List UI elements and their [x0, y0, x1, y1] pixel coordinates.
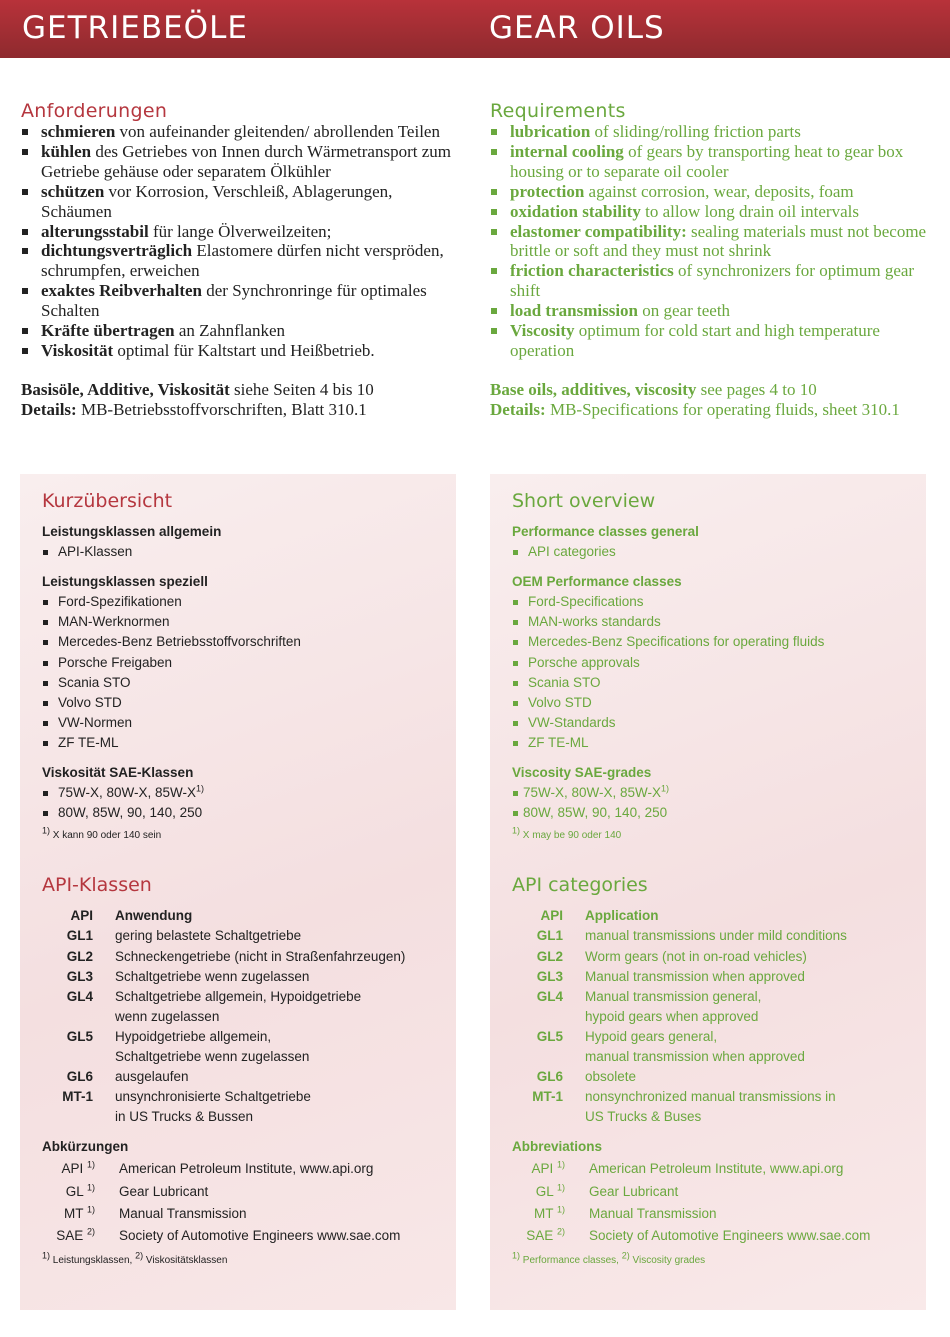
- list-item: Ford-Specifications: [512, 592, 916, 612]
- title-de: GETRIEBEÖLE: [22, 10, 248, 46]
- requirements-de: [21, 100, 461, 420]
- list-item: 75W-X, 80W-X, $85W-X^{1)}$: [512, 783, 916, 803]
- table-row: GL $^{1)}$ Gear Lubricant: [535, 1182, 679, 1199]
- abbr-footnote-de: $^{1)}$ Leistungsklassen, $^{2)}$ Viskositätsklassen: [42, 1250, 228, 1266]
- table-row: MT $^{1)}$ Manual Transmission: [533, 1204, 717, 1221]
- abbr-table-en: [512, 1157, 872, 1247]
- list-item: elastomer compatibility: sealing materials must not become brittle or soft and they must not shrink: [490, 222, 930, 262]
- list-item: Scania STO: [512, 673, 916, 693]
- special-title-de: Leistungsklassen speziell: [42, 574, 208, 590]
- list-item: ZF TE-ML: [42, 733, 446, 753]
- table-row: GL4 Schaltgetriebe allgemein, Hypoidgetriebe wenn zugelassen: [66, 988, 362, 1024]
- general-title-en: Performance classes general: [512, 524, 699, 539]
- table-row: GL6 obsolete: [536, 1069, 637, 1085]
- abbr-title-de: Abkürzungen: [42, 1139, 129, 1155]
- list-item: ZF TE-ML: [512, 733, 916, 753]
- table-row: SAE $^{2)}$ Society of Automotive Engineers www.sae.com: [56, 1226, 401, 1243]
- list-item: alterungsstabil für lange Ölverweilzeiten;: [21, 222, 461, 242]
- details-line-en: Details: MB-Specifications for operating fluids, sheet 310.1: [490, 399, 900, 419]
- list-item: kühlen des Getriebes von Innen durch Wärmetransport zum Getriebe gehäuse oder separatem Ölkühler: [21, 142, 461, 182]
- list-item: Volvo STD: [42, 693, 446, 713]
- table-row: GL $^{1)}$ Gear Lubricant: [65, 1182, 209, 1199]
- details-line-de: Details: MB-Betriebsstoffvorschriften, Blatt 310.1: [21, 399, 367, 419]
- list-item: MAN-Werknormen: [42, 612, 446, 632]
- table-row: GL3 Manual transmission when approved: [536, 968, 805, 984]
- table-row: MT $^{1)}$ Manual Transmission: [63, 1204, 247, 1221]
- list-item: Mercedes-Benz Specifications for operating fluids: [512, 632, 916, 652]
- table-row: MT-1 unsynchronisierte Schaltgetriebe in US Trucks & Bussen: [62, 1089, 311, 1125]
- list-item: dichtungsverträglich Elastomere dürfen nicht verspröden, schrumpfen, erweichen: [21, 241, 461, 281]
- list-item: protection against corrosion, wear, deposits, foam: [490, 182, 930, 202]
- table-row: GL5 Hypoidgetriebe allgemein, Schaltgetriebe wenn zugelassen: [66, 1028, 310, 1064]
- table-row: GL3 Schaltgetriebe wenn zugelassen: [66, 968, 310, 984]
- list-item: MAN-works standards: [512, 612, 916, 632]
- table-row: GL2 Schneckengetriebe (nicht in Straßenfahrzeugen): [66, 948, 406, 964]
- table-row: SAE $^{2)}$ Society of Automotive Engineers www.sae.com: [526, 1226, 871, 1243]
- list-item: schützen vor Korrosion, Verschleiß, Ablagerungen, Schäumen: [21, 182, 461, 222]
- list-item: lubrication of sliding/rolling friction parts: [490, 122, 930, 142]
- overview-box-en: [490, 474, 926, 1310]
- page-header: [0, 0, 950, 58]
- table-row: GL4 Manual transmission general, hypoid gears when approved: [536, 988, 762, 1024]
- general-title-de: Leistungsklassen allgemein: [42, 524, 222, 539]
- list-item: API categories: [512, 542, 916, 562]
- list-item: Viscosity optimum for cold start and high temperature operation: [490, 321, 930, 361]
- api-table-en: [512, 906, 847, 1127]
- table-row: API $^{1)}$ American Petroleum Institute, www.api.org: [531, 1159, 844, 1177]
- viscosity-title-de: Viskosität SAE-Klassen: [42, 765, 194, 781]
- abbr-footnote-en: $^{1)}$ Performance classes, $^{2)}$ Viscosity grades: [512, 1250, 706, 1266]
- table-row: API $^{1)}$ American Petroleum Institute, www.api.org: [61, 1159, 374, 1177]
- api-table-de: [42, 906, 405, 1127]
- table-row: GL2 Worm gears (not in on-road vehicles): [536, 948, 807, 964]
- table-row: GL5 Hypoid gears general, manual transmission when approved: [536, 1028, 805, 1064]
- list-item: 80W, 85W, 90, 140, 250: [512, 803, 916, 823]
- list-item: Mercedes-Benz Betriebsstoffvorschriften: [42, 632, 446, 652]
- footnote-en: $^{1)}$ X may be 90 oder 140: [512, 825, 622, 842]
- table-row: MT-1 nonsynchronized manual transmissions in US Trucks & Buses: [532, 1089, 836, 1125]
- footnote-de: $^{1)}$ X kann 90 oder 140 sein: [42, 825, 162, 842]
- requirements-en: [490, 100, 930, 420]
- table-row: GL1 gering belastete Schaltgetriebe: [66, 928, 302, 944]
- list-item: 80W, 85W, 90, 140, 250: [42, 803, 446, 823]
- requirements-en-title: Requirements: [490, 100, 626, 122]
- overview-en-title: Short overview: [512, 490, 656, 512]
- list-item: Scania STO: [42, 673, 446, 693]
- table-row: GL1 manual transmissions under mild conditions: [536, 928, 847, 944]
- list-item: internal cooling of gears by transporting heat to gear box housing or to separate oil cooler: [490, 142, 930, 182]
- api-de-title: API-Klassen: [42, 874, 152, 897]
- list-item: exaktes Reibverhalten der Synchronringe für optimales Schalten: [21, 281, 461, 321]
- list-item: Porsche Freigaben: [42, 653, 446, 673]
- overview-box-de: [20, 474, 456, 1310]
- list-item: Porsche approvals: [512, 653, 916, 673]
- basis-line-en: Base oils, additives, viscosity see pages 4 to 10: [490, 379, 817, 399]
- list-item: Volvo STD: [512, 693, 916, 713]
- requirements-de-title: Anforderungen: [21, 100, 168, 122]
- list-item: load transmission on gear teeth: [490, 301, 930, 321]
- requirements-de-list: [21, 122, 461, 361]
- overview-de-title: Kurzübersicht: [42, 490, 173, 512]
- list-item: Viskosität optimal für Kaltstart und Heißbetrieb.: [21, 341, 461, 361]
- list-item: VW-Normen: [42, 713, 446, 733]
- list-item: Kräfte übertragen an Zahnflanken: [21, 321, 461, 341]
- api-en-title: API categories: [512, 874, 648, 897]
- table-header: API Anwendung: [70, 908, 193, 924]
- title-en: GEAR OILS: [489, 10, 665, 46]
- list-item: schmieren von aufeinander gleitenden/ abrollenden Teilen: [21, 122, 461, 142]
- list-item: oxidation stability to allow long drain oil intervals: [490, 202, 930, 222]
- list-item: friction characteristics of synchronizers for optimum gear shift: [490, 261, 930, 301]
- list-item: Ford-Spezifikationen: [42, 592, 446, 612]
- requirements-en-list: [490, 122, 930, 361]
- viscosity-title-en: Viscosity SAE-grades: [512, 765, 652, 781]
- special-title-en: OEM Performance classes: [512, 574, 682, 590]
- abbr-table-de: [42, 1157, 402, 1247]
- list-item: 75W-X, 80W-X, $85W-X^{1)}$: [42, 783, 446, 803]
- basis-line-de: Basisöle, Additive, Viskosität siehe Seiten 4 bis 10: [21, 379, 374, 399]
- table-row: GL6 ausgelaufen: [66, 1069, 189, 1085]
- list-item: VW-Standards: [512, 713, 916, 733]
- list-item: API-Klassen: [42, 542, 446, 562]
- abbr-title-en: Abbreviations: [512, 1139, 603, 1155]
- table-header: API Application: [540, 908, 659, 924]
